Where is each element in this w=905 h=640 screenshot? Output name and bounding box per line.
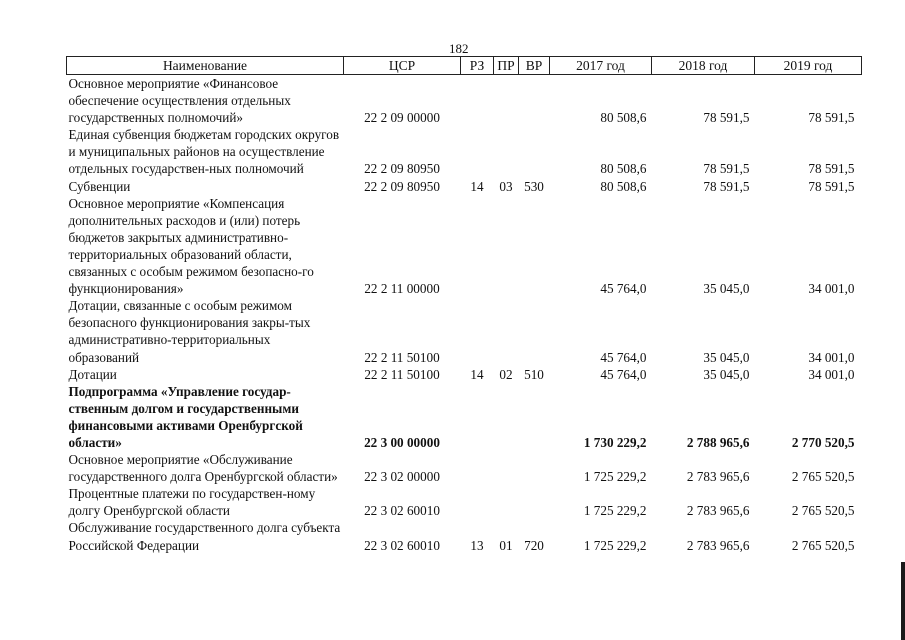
- row-vr: [519, 485, 550, 519]
- row-value-2017: 1 725 229,2: [583, 537, 647, 553]
- budget-table: [66, 56, 862, 554]
- row-vr: [519, 195, 550, 298]
- row-value-2019: 2 765 520,5: [791, 537, 855, 553]
- row-vr: 720: [524, 537, 544, 553]
- row-csr: 22 2 11 50100: [364, 366, 440, 382]
- row-csr: 22 2 09 80950: [364, 161, 440, 177]
- row-value-2018: 2 783 965,6: [686, 503, 750, 519]
- row-pr: [494, 126, 519, 177]
- page-number: 182: [449, 41, 469, 56]
- table-row: [67, 366, 862, 383]
- row-vr: 530: [524, 178, 544, 194]
- row-value-2019: 34 001,0: [808, 366, 855, 382]
- row-value-2017: 45 764,0: [600, 366, 647, 382]
- row-value-2019: 2 765 520,5: [791, 469, 855, 485]
- header-csr: ЦСР: [344, 57, 461, 75]
- row-value-2017: 1 725 229,2: [583, 503, 647, 519]
- row-value-2018: 35 045,0: [703, 366, 750, 382]
- row-name: Основное мероприятие «Финансовое обеспечение осуществления отдельных государственных полномочий»: [68, 76, 291, 126]
- row-value-2019: 2 770 520,5: [791, 434, 855, 450]
- row-vr: [519, 383, 550, 451]
- row-vr: [519, 75, 550, 127]
- row-rz: [461, 195, 494, 298]
- row-csr: 22 3 00 00000: [364, 434, 440, 450]
- row-pr: 02: [499, 366, 513, 382]
- row-value-2018: 35 045,0: [703, 281, 750, 297]
- row-name: Обслуживание государственного долга субъекта Российской Федерации: [68, 520, 341, 553]
- row-value-2019: 34 001,0: [808, 281, 855, 297]
- table-row: [67, 195, 862, 298]
- row-rz: [461, 485, 494, 519]
- row-value-2018: 2 783 965,6: [686, 537, 750, 553]
- row-csr: 22 2 11 00000: [364, 281, 440, 297]
- row-value-2018: 2 788 965,6: [686, 434, 750, 450]
- table-row: [67, 451, 862, 485]
- scan-edge-mark: [901, 562, 905, 640]
- row-name: Единая субвенция бюджетам городских округов и муниципальных районов на осуществление отдельных государствен-ных полномочий: [68, 127, 340, 177]
- table-row: [67, 75, 862, 127]
- header-2019: 2019 год: [755, 57, 862, 75]
- row-name: Дотации: [68, 366, 117, 382]
- row-name: Подпрограмма «Управление государ-ственным долгом и государственными финансовыми активами Оренбургской области»: [68, 383, 303, 450]
- table-row: [67, 519, 862, 553]
- row-value-2018: 78 591,5: [703, 161, 750, 177]
- row-csr: 22 2 09 80950: [364, 178, 440, 194]
- row-csr: 22 2 09 00000: [364, 110, 440, 126]
- row-value-2017: 45 764,0: [600, 281, 647, 297]
- row-name: Дотации, связанные с особым режимом безопасного функционирования закры-тых административно-территориальных образований: [68, 298, 311, 365]
- header-vr: ВР: [519, 57, 550, 75]
- row-value-2019: 78 591,5: [808, 178, 855, 194]
- row-name: Основное мероприятие «Компенсация дополнительных расходов и (или) потерь бюджетов закрытых административно-территориальных образований области, связанных с особым режимом безопасно-го функционирования»: [68, 195, 314, 297]
- row-value-2017: 80 508,6: [600, 178, 647, 194]
- row-value-2017: 1 730 229,2: [583, 434, 647, 450]
- row-pr: [494, 451, 519, 485]
- row-pr: 01: [499, 537, 513, 553]
- row-rz: 14: [470, 366, 484, 382]
- row-csr: 22 3 02 00000: [364, 469, 440, 485]
- row-value-2018: 35 045,0: [703, 349, 750, 365]
- header-name: Наименование: [67, 57, 344, 75]
- row-value-2018: 78 591,5: [703, 110, 750, 126]
- table-row: [67, 383, 862, 451]
- table-row: [67, 178, 862, 195]
- header-2017: 2017 год: [550, 57, 652, 75]
- row-value-2017: 80 508,6: [600, 161, 647, 177]
- row-csr: 22 2 11 50100: [364, 349, 440, 365]
- row-pr: 03: [499, 178, 513, 194]
- row-rz: [461, 297, 494, 365]
- row-value-2018: 78 591,5: [703, 178, 750, 194]
- row-value-2019: 78 591,5: [808, 110, 855, 126]
- row-rz: [461, 126, 494, 177]
- row-value-2018: 2 783 965,6: [686, 469, 750, 485]
- row-value-2019: 34 001,0: [808, 349, 855, 365]
- header-2018: 2018 год: [652, 57, 755, 75]
- table-row: [67, 485, 862, 519]
- row-vr: 510: [524, 366, 544, 382]
- row-value-2019: 2 765 520,5: [791, 503, 855, 519]
- row-name: Субвенции: [68, 178, 131, 194]
- row-rz: [461, 75, 494, 127]
- row-vr: [519, 126, 550, 177]
- row-vr: [519, 297, 550, 365]
- row-pr: [494, 383, 519, 451]
- table-row: [67, 126, 862, 177]
- header-rz: РЗ: [461, 57, 494, 75]
- row-pr: [494, 195, 519, 298]
- row-vr: [519, 451, 550, 485]
- table-header-row: [67, 57, 862, 75]
- row-rz: [461, 383, 494, 451]
- row-rz: 13: [470, 537, 484, 553]
- row-pr: [494, 75, 519, 127]
- row-pr: [494, 297, 519, 365]
- row-rz: 14: [470, 178, 484, 194]
- row-value-2019: 78 591,5: [808, 161, 855, 177]
- table-row: [67, 297, 862, 365]
- row-name: Основное мероприятие «Обслуживание государственного долга Оренбургской области»: [68, 452, 338, 485]
- row-rz: [461, 451, 494, 485]
- row-value-2017: 80 508,6: [600, 110, 647, 126]
- row-csr: 22 3 02 60010: [364, 537, 440, 553]
- header-pr: ПР: [494, 57, 519, 75]
- row-csr: 22 3 02 60010: [364, 503, 440, 519]
- row-value-2017: 45 764,0: [600, 349, 647, 365]
- row-pr: [494, 485, 519, 519]
- row-value-2017: 1 725 229,2: [583, 469, 647, 485]
- row-name: Процентные платежи по государствен-ному долгу Оренбургской области: [68, 486, 316, 519]
